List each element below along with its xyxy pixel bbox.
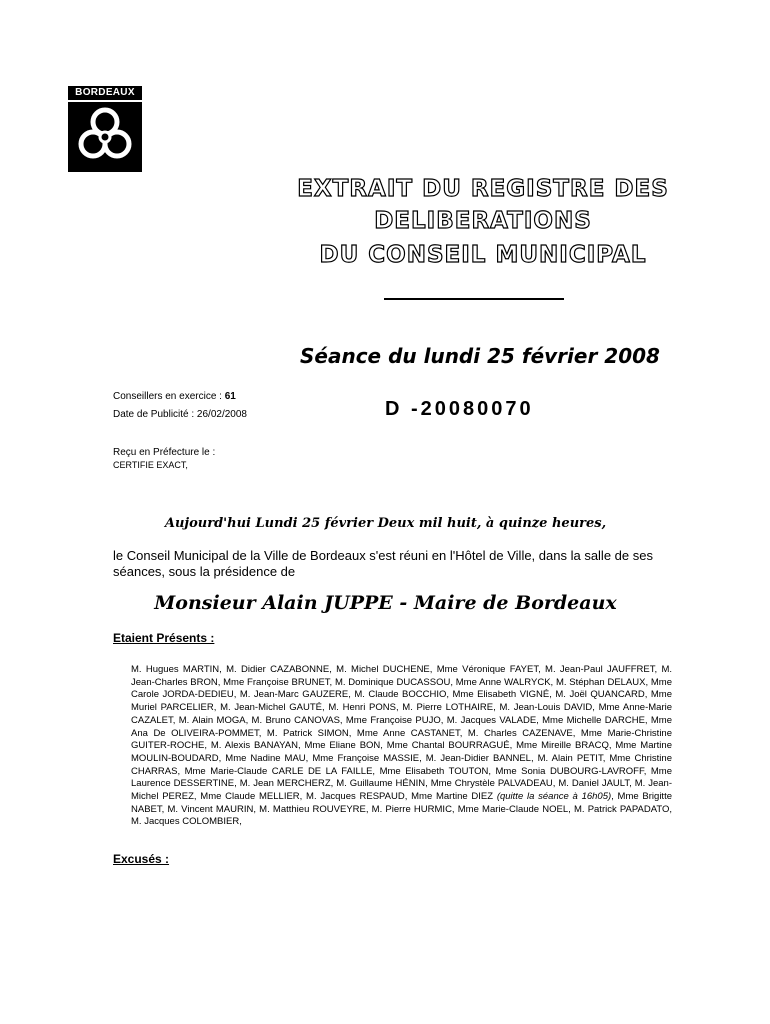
presents-list-part-2: , Mme Brigitte NABET, M. Vincent MAURIN, M. Matthieu ROUVEYRE, M. Pierre HURMIC, Mme Marie-Claude NOEL, M. Patrick PAPADATO, M. Jacques COLOMBIER,: [131, 791, 672, 828]
president-name: Monsieur Alain JUPPE - Maire de Bordeaux: [154, 592, 617, 614]
conseillers-en-exercice: [113, 390, 236, 403]
title-line-2: DELIBERATIONS: [374, 208, 592, 234]
deliberation-number: D -20080070: [385, 398, 534, 420]
certifie-exact: CERTIFIE EXACT,: [113, 460, 188, 470]
title-underline: [384, 298, 564, 300]
presents-list-note: (quitte la séance à 16h05): [496, 791, 612, 803]
bordeaux-logo: [68, 86, 142, 172]
presents-list: [131, 664, 672, 829]
intro-paragraph: le Conseil Municipal de la Ville de Bordeaux s'est réuni en l'Hôtel de Ville, dans la salle de ses séances, sous la présidence de: [113, 548, 653, 579]
excuses-heading: Excusés :: [113, 852, 170, 866]
conseillers-value: 61: [224, 391, 236, 402]
opening-line: Aujourd'hui Lundi 25 février Deux mil huit, à quinze heures,: [164, 516, 607, 531]
presents-heading: Etaient Présents :: [113, 631, 215, 645]
conseillers-label: Conseillers en exercice :: [113, 391, 225, 402]
recu-prefecture: Reçu en Préfecture le :: [113, 447, 216, 458]
seance-date: Séance du lundi 25 février 2008: [300, 344, 660, 368]
bordeaux-emblem-icon: [68, 102, 142, 172]
presents-list-part-1: M. Hugues MARTIN, M. Didier CAZABONNE, M. Michel DUCHENE, Mme Véronique FAYET, M. Jean-Paul JAUFFRET, M. Jean-Charles BRON, Mme Françoise BRUNET, M. Dominique DUCASSOU, Mme Anne WALRYCK, M. Stéphan DELAUX, Mme Carole JORDA-DEDIEU, M. Jean-Marc GAUZERE, M. Claude BOCCHIO, Mme Elisabeth VIGNÉ, M. Joël QUANCARD, Mme Muriel PARCELIER, M. Jean-Michel GAUTÉ, M. Henri PONS, M. Pierre LOTHAIRE, M. Jean-Louis DAVID, Mme Anne-Marie CAZALET, M. Alain MOGA, M. Bruno CANOVAS, Mme Françoise PUJO, M. Jacques VALADE, Mme Michelle DARCHE, Mme Ana De OLIVEIRA-POMMET, M. Patrick SIMON, Mme Anne CASTANET, M. Charles CAZENAVE, Mme Marie-Christine GUITER-ROCHE, M. Alexis BANAYAN, Mme Eliane BON, Mme Chantal BOURRAGUÉ, Mme Mireille BRACQ, Mme Martine MOULIN-BOUDARD, Mme Nadine MAU, Mme Françoise MASSIE, M. Jean-Didier BANNEL, M. Alain PETIT, Mme Christine CHARRAS, Mme Marie-Claude CARLE DE LA FAILLE, Mme Elisabeth TOUTON, Mme Sonia DUBOURG-LAVROFF, Mme Laurence DESSERTINE, M. Jean MERCHERZ, M. Guillaume HÉNIN, Mme Chrystèle PALVADEAU, M. Daniel JAULT, M. Jean-Michel PEREZ, Mme Claude MELLIER, M. Jacques RESPAUD, Mme Martine DIEZ: [131, 664, 672, 803]
title-line-1: EXTRAIT DU REGISTRE DES: [297, 176, 669, 202]
logo-text: BORDEAUX: [75, 87, 135, 98]
date-publicite: Date de Publicité : 26/02/2008: [113, 409, 247, 420]
title-line-3: DU CONSEIL MUNICIPAL: [319, 242, 647, 268]
